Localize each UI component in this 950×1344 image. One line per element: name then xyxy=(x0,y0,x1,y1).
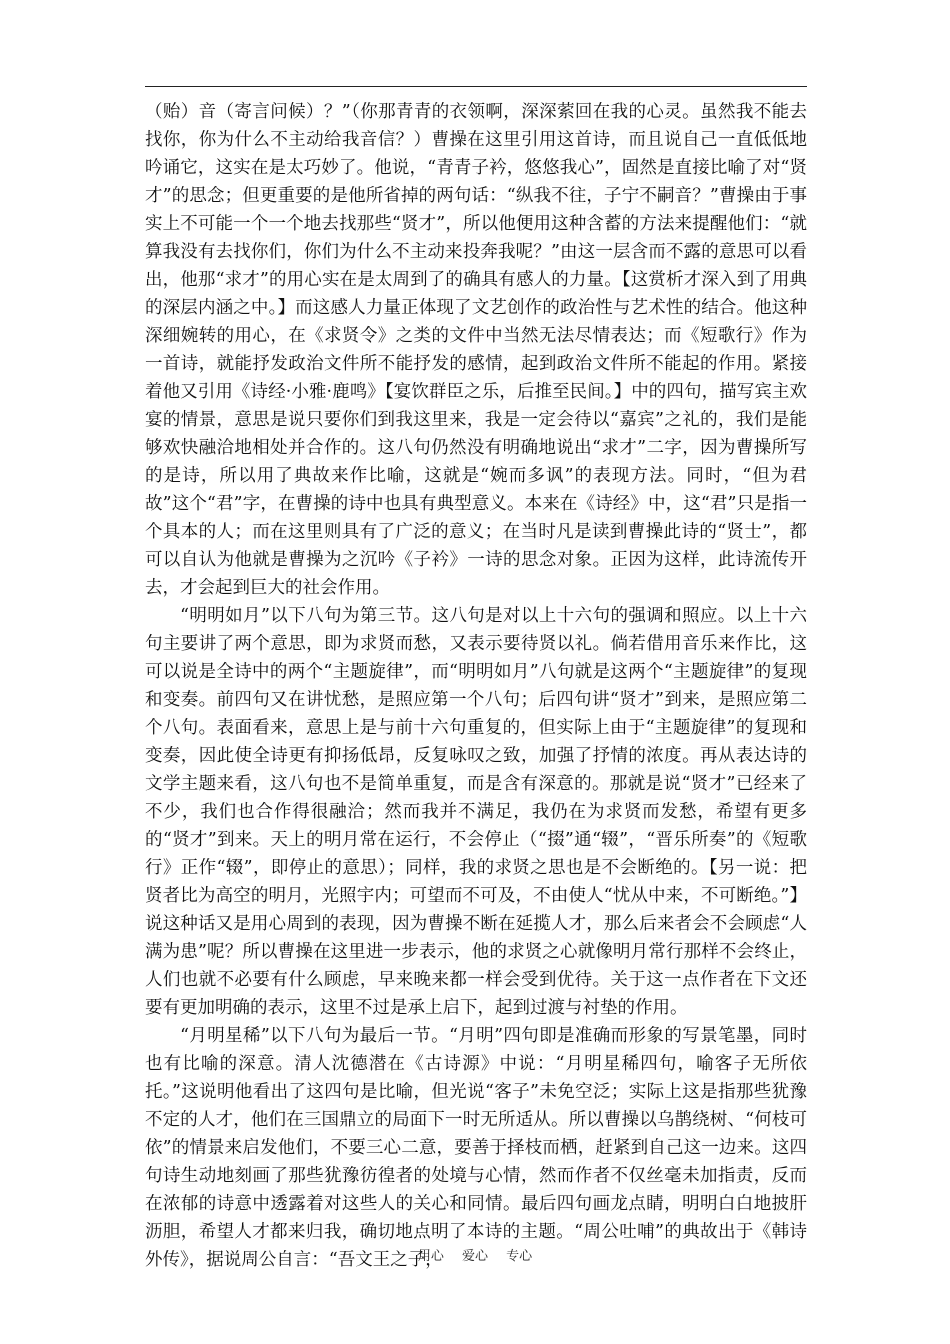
paragraph-third-section: “明明如月”以下八句为第三节。这八句是对以上十六句的强调和照应。以上十六句主要讲了两个意思，即为求贤而愁，又表示要待贤以礼。倘若借用音乐来作比，这可以说是全诗中的两个“主题旋律”，而“明明如月”八句就是这两个“主题旋律”的复现和变奏。前四句又在讲忧愁，是照应第一个八句；后四句讲“贤才”到来，是照应第二个八句。表面看来，意思上是与前十六句重复的，但实际上由于“主题旋律”的复现和变奏，因此使全诗更有抑扬低昂，反复咏叹之致，加强了抒情的浓度。再从表达诗的文学主题来看，这八句也不是简单重复，而是含有深意的。那就是说“贤才”已经来了不少，我们也合作得很融洽；然而我并不满足，我仍在为求贤而发愁，希望有更多的“贤才”到来。天上的明月常在运行，不会停止（“掇”通“辍”，“晋乐所奏”的《短歌行》正作“辍”，即停止的意思）；同样，我的求贤之思也是不会断绝的。【另一说：把贤者比为高空的明月，光照宇内；可望而不可及，不由使人“忧从中来，不可断绝。”】说这种话又是用心周到的表现，因为曹操不断在延揽人才，那么后来者会不会顾虑“人满为患”呢？所以曹操在这里进一步表示，他的求贤之心就像明月常行那样不会终止，人们也就不必要有什么顾虑，早来晚来都一样会受到优待。关于这一点作者在下文还要有更加明确的表示，这里不过是承上启下，起到过渡与衬垫的作用。 xyxy=(145,606,807,1018)
header-rule xyxy=(145,86,807,87)
document-body xyxy=(145,98,807,1274)
page-footer: 用心 爱心 专心 xyxy=(417,1249,533,1264)
paragraph-continuation: （贻）音（寄言问候）？”（你那青青的衣领啊，深深萦回在我的心灵。虽然我不能去找你，你为什么不主动给我音信？）曹操在这里引用这首诗，而且说自己一直低低地吟诵它，这实在是太巧妙了。他说，“青青子衿，悠悠我心”，固然是直接比喻了对“贤才”的思念；但更重要的是他所省掉的两句话：“纵我不往，子宁不嗣音？”曹操由于事实上不可能一个一个地去找那些“贤才”，所以他便用这种含蓄的方法来提醒他们：“就算我没有去找你们，你们为什么不主动来投奔我呢？”由这一层含而不露的意思可以看出，他那“求才”的用心实在是太周到了的确具有感人的力量。【这赏析才深入到了用典的深层内涵之中。】而这感人力量正体现了文艺创作的政治性与艺术性的结合。他这种深细婉转的用心，在《求贤令》之类的文件中当然无法尽情表达；而《短歌行》作为一首诗，就能抒发政治文件所不能抒发的感情，起到政治文件所不能起的作用。紧接着他又引用《诗经·小雅·鹿鸣》【宴饮群臣之乐，后推至民间。】中的四句，描写宾主欢宴的情景，意思是说只要你们到我这里来，我是一定会待以“嘉宾”之礼的，我们是能够欢快融洽地相处并合作的。这八句仍然没有明确地说出“求才”二字，因为曹操所写的是诗，所以用了典故来作比喻，这就是“婉而多讽”的表现方法。同时，“但为君故”这个“君”字，在曹操的诗中也具有典型意义。本来在《诗经》中，这“君”只是指一个具本的人；而在这里则具有了广泛的意义；在当时凡是读到曹操此诗的“贤士”，都可以自认为他就是曹操为之沉吟《子衿》一诗的思念对象。正因为这样，此诗流传开去，才会起到巨大的社会作用。 xyxy=(145,102,807,598)
paragraph-final-section: “月明星稀”以下八句为最后一节。“月明”四句即是准确而形象的写景笔墨，同时也有比喻的深意。清人沈德潜在《古诗源》中说：“月明星稀四句，喻客子无所依托。”这说明他看出了这四句是比喻，但光说“客子”未免空泛；实际上这是指那些犹豫不定的人才，他们在三国鼎立的局面下一时无所适从。所以曹操以乌鹊绕树、“何枝可依”的情景来启发他们，不要三心二意，要善于择枝而栖，赶紧到自己这一边来。这四句诗生动地刻画了那些犹豫彷徨者的处境与心情，然而作者不仅丝毫未加指责，反而在浓郁的诗意中透露着对这些人的关心和同情。最后四句画龙点睛，明明白白地披肝沥胆，希望人才都来归我，确切地点明了本诗的主题。“周公吐哺”的典故出于《韩诗外传》，据说周公自言：“吾文王之子， xyxy=(145,1026,807,1270)
